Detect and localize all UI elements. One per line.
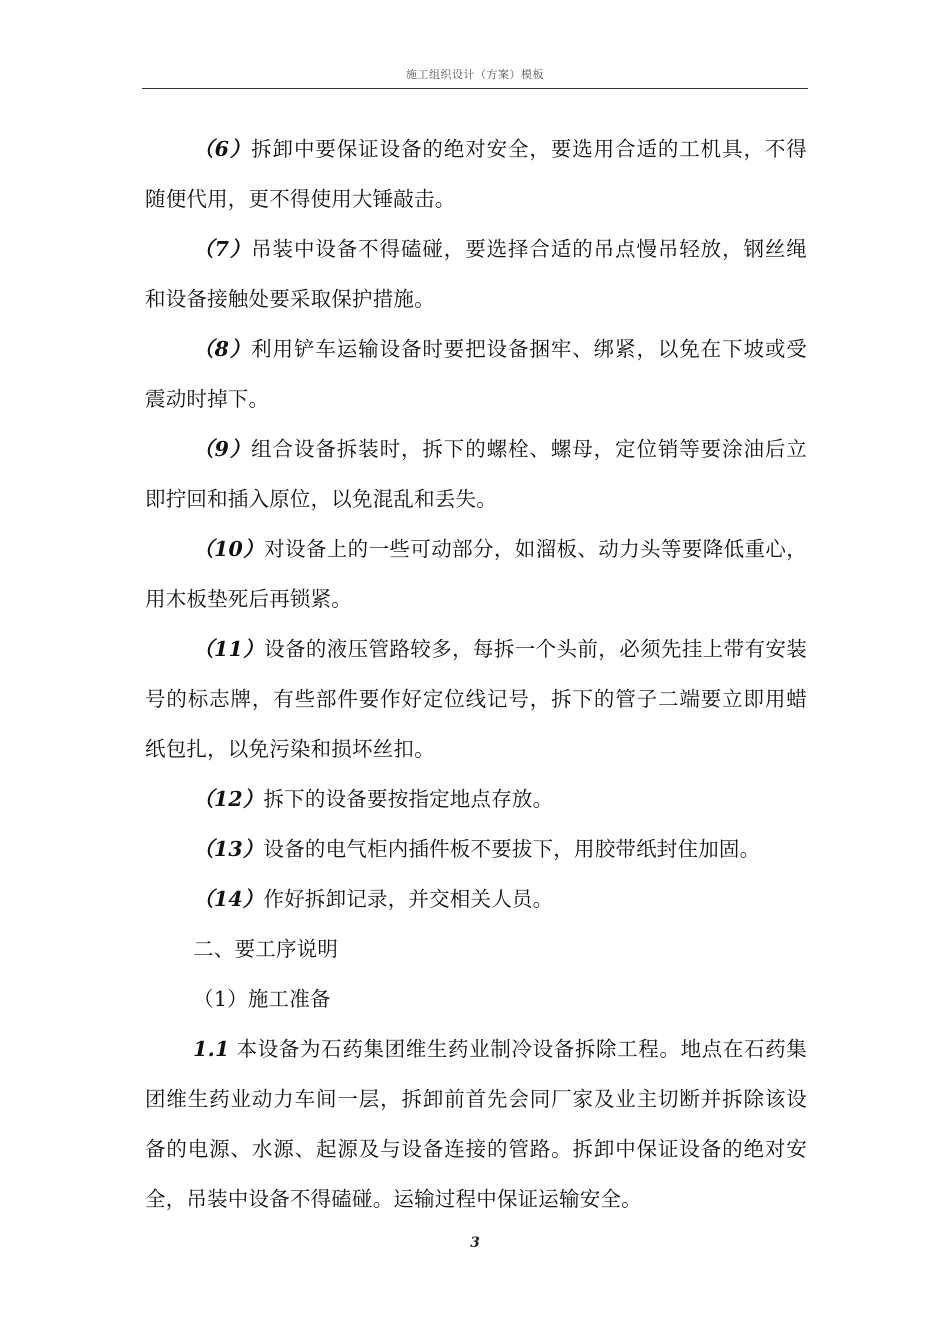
item-marker: （11） bbox=[193, 637, 265, 661]
item-text: 设备的电气柜内插件板不要拔下，用胶带纸封住加固。 bbox=[263, 837, 761, 861]
subsection-marker: （1） bbox=[193, 987, 248, 1011]
item-text: 拆卸中要保证设备的绝对安全，要选用合适的工机具，不得随便代用，更不得使用大锤敲击。 bbox=[145, 137, 807, 211]
paragraph-item-13 bbox=[145, 824, 807, 874]
item-marker: （8） bbox=[193, 337, 252, 361]
item-marker: （12） bbox=[193, 787, 264, 811]
item-marker: （7） bbox=[193, 237, 252, 261]
item-text: 利用铲车运输设备时要把设备捆牢、绑紧，以免在下坡或受震动时掉下。 bbox=[145, 337, 807, 411]
paragraph-item-14 bbox=[145, 874, 807, 924]
paragraph-item-9 bbox=[145, 424, 807, 524]
subsection-heading bbox=[145, 974, 807, 1024]
item-text: 组合设备拆装时，拆下的螺栓、螺母，定位销等要涂油后立即拧回和插入原位，以免混乱和丢失。 bbox=[145, 437, 807, 511]
item-text: 拆下的设备要按指定地点存放。 bbox=[263, 787, 554, 811]
page-number: 3 bbox=[470, 1235, 480, 1251]
item-marker: （6） bbox=[193, 137, 252, 161]
paragraph-item-12 bbox=[145, 774, 807, 824]
item-marker: 1.1 bbox=[193, 1037, 230, 1061]
item-marker: （13） bbox=[193, 837, 264, 861]
item-marker: （9） bbox=[193, 437, 252, 461]
item-text: 对设备上的一些可动部分，如溜板、动力头等要降低重心，用木板垫死后再锁紧。 bbox=[145, 537, 808, 611]
section-heading: 二、要工序说明 bbox=[193, 937, 339, 961]
paragraph-item-10 bbox=[145, 524, 807, 624]
item-text: 设备的液压管路较多，每拆一个头前，必须先挂上带有安装号的标志牌，有些部件要作好定位线记号，拆下的管子二端要立即用蜡纸包扎，以免污染和损坏丝扣。 bbox=[145, 637, 808, 761]
item-marker: （10） bbox=[193, 537, 265, 561]
document-body bbox=[145, 124, 807, 1224]
paragraph-item-11 bbox=[145, 624, 807, 774]
subsection-text: 施工准备 bbox=[247, 987, 331, 1011]
paragraph-item-8 bbox=[145, 324, 807, 424]
page-header: 施工组织设计（方案）模板 bbox=[406, 68, 544, 81]
item-text: 本设备为石药集团维生药业制冷设备拆除工程。地点在石药集团维生药业动力车间一层，拆卸前首先会同厂家及业主切断并拆除该设备的电源、水源、起源及与设备连接的管路。拆卸中保证设备的绝对安全，吊装中设备不得磕碰。运输过程中保证运输安全。 bbox=[145, 1037, 808, 1211]
item-marker: （14） bbox=[193, 887, 264, 911]
header-rule bbox=[142, 88, 808, 89]
item-text: 吊装中设备不得磕碰，要选择合适的吊点慢吊轻放，钢丝绳和设备接触处要采取保护措施。 bbox=[145, 237, 807, 311]
item-text: 作好拆卸记录，并交相关人员。 bbox=[263, 887, 554, 911]
paragraph-item-7 bbox=[145, 224, 807, 324]
paragraph-item-1-1 bbox=[145, 1024, 807, 1224]
paragraph-item-6 bbox=[145, 124, 807, 224]
